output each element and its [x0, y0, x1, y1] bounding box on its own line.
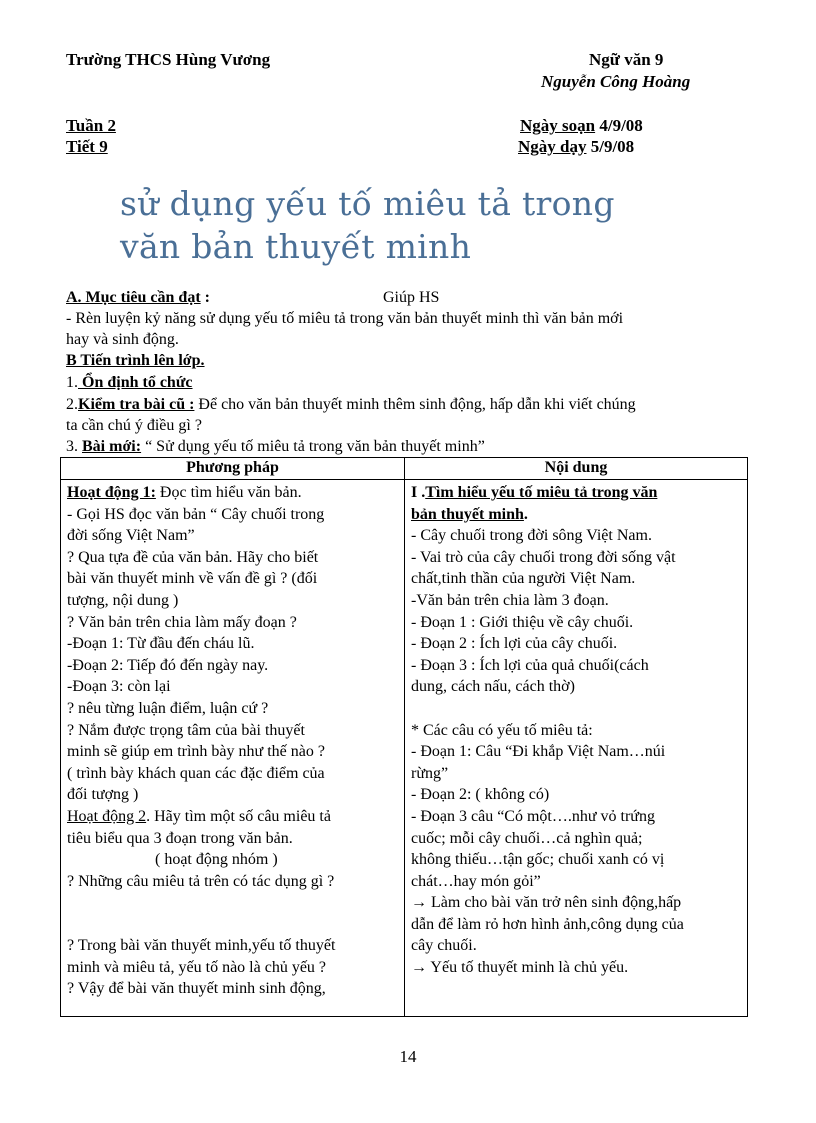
method-line: ? nêu từng luận điểm, luận cứ ?: [67, 699, 269, 717]
method-line: ? Nắm được trọng tâm của bài thuyết: [67, 721, 305, 739]
spacer: [411, 698, 741, 720]
section-a-goal-2: hay và sinh động.: [66, 331, 179, 348]
step-2-line-2: ta cần chú ý điều gì ?: [66, 417, 202, 434]
content-line: cuốc; mỗi cây chuối…cả nghìn quả;: [411, 829, 643, 847]
method-line: đời sống Việt Nam”: [67, 527, 195, 545]
lesson-title-line-2: văn bản thuyết minh: [120, 227, 472, 266]
arrow-icon: →: [411, 959, 427, 977]
content-text: Yếu tố thuyết minh là chủ yếu.: [427, 959, 629, 977]
step-1-num: 1.: [66, 374, 78, 391]
step-2-text: Để cho văn bản thuyết minh thêm sinh động, hấp dẫn khi viết chúng: [194, 396, 636, 413]
method-line: minh và miêu tả, yếu tố nào là chủ yếu ?: [67, 958, 327, 976]
lesson-title-line-1: sử dụng yếu tố miêu tả trong: [120, 184, 615, 223]
method-line: đối tượng ): [67, 786, 139, 804]
method-line: ? Vậy để bài văn thuyết minh sinh động,: [67, 980, 326, 998]
content-line: - Cây chuối trong đời sông Việt Nam.: [411, 527, 652, 545]
content-heading-num: I .: [411, 484, 426, 501]
content-line: cây chuối.: [411, 937, 477, 955]
method-line: bài văn thuyết minh về vấn đề gì ? (đối: [67, 570, 318, 588]
content-line: dung, cách nấu, cách thờ): [411, 678, 575, 696]
activity-2-text: . Hãy tìm một số câu miêu tả: [146, 807, 331, 825]
content-line: - Đoạn 1: Câu “Đi khắp Việt Nam…núi: [411, 743, 666, 761]
page-number: 14: [399, 1047, 417, 1066]
step-3-line: [66, 436, 485, 457]
content-text: Làm cho bài văn trở nên sinh động,hấp: [427, 894, 682, 912]
content-line: [411, 892, 741, 914]
content-heading-dot: .: [523, 505, 528, 523]
method-line: - Gọi HS đọc văn bản “ Cây chuối trong: [67, 505, 325, 523]
lesson-title: [120, 182, 615, 268]
column-header-method: Phương pháp: [61, 458, 405, 480]
content-line: - Đoạn 2 : Ích lợi của cây chuối.: [411, 635, 618, 653]
subject-name: Ngữ văn 9: [589, 50, 664, 69]
method-line: ? Văn bản trên chia làm mấy đoạn ?: [67, 613, 297, 631]
table-row: [61, 480, 748, 1017]
step-2-num: 2.: [66, 396, 78, 413]
content-heading-2: bản thuyết minh: [411, 505, 524, 523]
content-cell: [405, 480, 748, 1017]
step-3-label: Bài mới:: [82, 438, 142, 455]
step-3-num: 3.: [66, 438, 82, 455]
method-line: ( trình bày khách quan các đặc điểm của: [67, 764, 325, 782]
method-line: ? Những câu miêu tả trên có tác dụng gì ?: [67, 872, 335, 890]
method-line: minh sẽ giúp em trình bày như thế nào ?: [67, 743, 325, 761]
content-heading-line-2: [411, 504, 741, 526]
content-line: - Đoạn 3 câu “Có một….như vỏ trứng: [411, 807, 655, 825]
section-b-heading: B Tiến trình lên lớp.: [66, 352, 205, 369]
activity-1-text: Đọc tìm hiểu văn bản.: [155, 484, 302, 501]
step-1-label: Ổn định tổ chức: [78, 374, 193, 391]
teach-date-line: [518, 137, 634, 157]
method-line: ( hoạt động nhóm ): [155, 851, 278, 869]
teacher-name: Nguyễn Công Hoàng: [541, 72, 691, 91]
teach-date-value: 5/9/08: [586, 137, 635, 156]
step-2-line: [66, 394, 636, 415]
period-label: Tiết 9: [66, 137, 108, 156]
method-line: tượng, nội dung ): [67, 591, 179, 609]
content-line: - Đoạn 1 : Giới thiệu về cây chuối.: [411, 613, 634, 631]
step-3-text: “ Sử dụng yếu tố miêu tả trong văn bản thuyết minh”: [141, 438, 485, 455]
table-header-row: [61, 458, 748, 480]
prep-date-label: Ngày soạn: [520, 116, 596, 135]
prep-date-line: [520, 116, 643, 136]
arrow-icon: →: [411, 894, 427, 912]
section-a-intro: Giúp HS: [383, 289, 440, 306]
activity-2-label: Hoạt động 2: [67, 807, 147, 825]
activity-1-line: [67, 482, 398, 504]
content-heading-1: Tìm hiểu yếu tố miêu tả trong văn: [425, 484, 658, 501]
step-2-label: Kiểm tra bài cũ :: [78, 396, 195, 413]
method-cell: [61, 480, 405, 1017]
lesson-table: [60, 457, 748, 1017]
school-name: Trường THCS Hùng Vương: [66, 50, 271, 69]
method-line: ? Qua tựa đề của văn bản. Hãy cho biết: [67, 548, 319, 566]
method-line: -Đoạn 2: Tiếp đó đến ngày nay.: [67, 656, 269, 674]
section-a-heading-line: [66, 287, 210, 308]
content-line: -Văn bản trên chia làm 3 đoạn.: [411, 591, 609, 609]
week-label: Tuần 2: [66, 116, 116, 135]
content-line: rừng”: [411, 764, 449, 782]
spacer: [67, 892, 398, 935]
method-line: tiêu biểu qua 3 đoạn trong văn bản.: [67, 829, 293, 847]
step-1-line: [66, 372, 193, 393]
method-line: -Đoạn 1: Từ đầu đến cháu lũ.: [67, 635, 255, 653]
method-line: -Đoạn 3: còn lại: [67, 678, 171, 696]
column-header-content: Nội dung: [405, 458, 748, 480]
activity-2-line: [67, 806, 398, 828]
content-line: - Đoạn 3 : Ích lợi của quả chuối(cách: [411, 656, 649, 674]
content-line: không thiếu…tận gốc; chuối xanh có vị: [411, 851, 665, 869]
content-line: - Đoạn 2: ( không có): [411, 786, 550, 804]
content-line: chất,tinh thần của người Việt Nam.: [411, 570, 636, 588]
content-line: * Các câu có yếu tố miêu tả:: [411, 721, 593, 739]
teach-date-label: Ngày dạy: [518, 137, 587, 156]
content-line: [411, 957, 741, 979]
section-a-colon: :: [200, 289, 210, 306]
content-heading-line-1: [411, 482, 741, 504]
section-a-heading: A. Mục tiêu cần đạt: [66, 289, 201, 306]
section-a-goal-1: - Rèn luyện kỷ năng sử dụng yếu tố miêu tả trong văn bản thuyết minh thì văn bản mới: [66, 310, 624, 327]
content-line: dẫn để làm rỏ hơn hình ảnh,công dụng của: [411, 915, 684, 933]
content-line: - Vai trò của cây chuối trong đời sống vật: [411, 548, 676, 566]
activity-1-label: Hoạt động 1:: [67, 484, 156, 501]
content-line: chát…hay món gỏi”: [411, 872, 541, 890]
method-line: ? Trong bài văn thuyết minh,yếu tố thuyết: [67, 937, 336, 955]
prep-date-value: 4/9/08: [595, 116, 643, 135]
